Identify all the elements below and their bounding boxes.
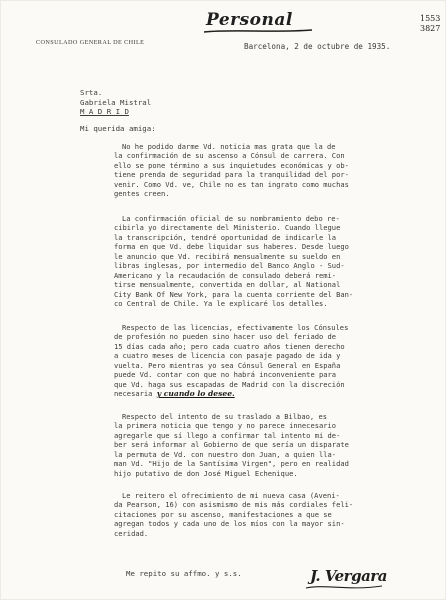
paragraph-line: venir. Como Vd. ve, Chile no es tan ingrato como muchas bbox=[114, 179, 349, 189]
paragraph-line: tiene prenda de seguridad para la tranquilidad del por- bbox=[114, 170, 349, 180]
paragraph-line: Le reitero el ofrecimiento de mi nueva casa (Aveni- bbox=[122, 491, 340, 500]
paragraph-line: agregarle que sí llego a confirmar tal intento mi de- bbox=[114, 430, 341, 440]
paragraph-4 bbox=[114, 412, 414, 478]
paragraph-line: agregan todos y cada uno de los míos con la mayor sin- bbox=[114, 519, 345, 529]
closing: Me repito su affmo. y s.s. bbox=[126, 569, 242, 578]
handwritten-insert: y cuando lo desee. bbox=[156, 389, 235, 399]
paragraph-line: ber será informar al Gobierno de que sería un disparate bbox=[114, 440, 349, 450]
paragraph-5 bbox=[114, 491, 414, 538]
paragraph-line: puede Vd. contar con que no habrá inconveniente para bbox=[114, 370, 337, 380]
paragraph-line: necesaria y cuando lo desee. bbox=[114, 389, 235, 399]
paragraph-line: cibirla yo directamente del Ministerio. Cuando llegue bbox=[114, 223, 341, 233]
letterhead: CONSULADO GENERAL DE CHILE bbox=[36, 39, 145, 46]
paragraph-line: a cuatro meses de licencia con pasaje pagado de ida y bbox=[114, 351, 341, 361]
recipient-title: Srta. bbox=[80, 88, 103, 97]
paragraph-1 bbox=[114, 142, 414, 199]
annotation-underline bbox=[202, 27, 314, 35]
paragraph-line: ceridad. bbox=[114, 528, 149, 538]
paragraph-line: La confirmación oficial de su nombramiento debo re- bbox=[122, 214, 340, 223]
paragraph-line: le anuncio que Vd. recibirá mensualmente su sueldo en bbox=[114, 251, 341, 261]
paragraph-line: la confirmación de su ascenso a Cónsul de carrera. Con bbox=[114, 151, 345, 161]
dateline: Barcelona, 2 de octubre de 1935. bbox=[244, 42, 391, 51]
paragraph-line: City Bank Of New York, para la cuenta corriente del Ban- bbox=[114, 289, 354, 299]
signature-text: J. Vergara bbox=[310, 567, 387, 585]
paragraph-2 bbox=[114, 214, 414, 309]
ref-number-bottom: 3827 bbox=[420, 24, 441, 33]
paragraph-line: hijo putativo de don José Miguel Echenique. bbox=[114, 468, 298, 478]
paragraph-line: libras inglesas, por intermedio del Banco Anglo - Sud- bbox=[114, 261, 345, 271]
paragraph-line: da Pearson, 16) con asismismo de mis más cordiales feli- bbox=[114, 500, 354, 510]
paragraph-3 bbox=[114, 323, 414, 399]
paragraph-line: No he podido darme Vd. noticia mas grata que la de bbox=[122, 142, 336, 151]
ref-number-top: 1553 bbox=[420, 14, 441, 23]
paragraph-line: tirse mensualmente, convertida en dollar, al National bbox=[114, 280, 341, 290]
paragraph-line: ello se pone término a sus inquietudes económicas y ob- bbox=[114, 160, 349, 170]
signature-flourish bbox=[304, 582, 384, 592]
paragraph-line: Respecto del intento de su traslado a Bilbao, es bbox=[122, 412, 327, 421]
paragraph-line: Respecto de las licencias, efectivamente los Cónsules bbox=[122, 323, 349, 332]
salutation: Mi querida amiga: bbox=[80, 124, 156, 133]
paragraph-line: 15 días cada año; pero cada cuatro años tienen derecho bbox=[114, 341, 345, 351]
paragraph-line: la permuta de Vd. con nuestro don Juan, a quien lla- bbox=[114, 449, 337, 459]
paragraph-line: co Central de Chile. Ya le explicaré los detalles. bbox=[114, 299, 328, 309]
recipient-city: M A D R I D bbox=[80, 107, 129, 116]
paragraph-line: Americano y la recaudación de consulado deberá remi- bbox=[114, 270, 337, 280]
paragraph-line: que Vd. haga sus escapadas de Madrid con la discreción bbox=[114, 379, 345, 389]
annotation-personal-text: Personal bbox=[206, 10, 293, 30]
paragraph-line: la transcripción, tendré oportunidad de indicarle la bbox=[114, 232, 337, 242]
paragraph-line: vuelta. Pero mientras yo sea Cónsul General en España bbox=[114, 360, 341, 370]
paragraph-line: citaciones por su ascenso, manifestaciones a que se bbox=[114, 509, 332, 519]
paragraph-line: de profesión no pueden sino hacer uso del feriado de bbox=[114, 332, 337, 342]
recipient-name: Gabriela Mistral bbox=[80, 97, 152, 107]
paragraph-line: gentes creen. bbox=[114, 189, 170, 199]
paragraph-line: man Vd. "Hijo de la Santísima Virgen", pero en realidad bbox=[114, 459, 349, 469]
paragraph-line: la primera noticia que tengo y no parece innecesario bbox=[114, 421, 337, 431]
paragraph-line: forma en que Vd. debe liquidar sus haberes. Desde luego bbox=[114, 242, 349, 252]
